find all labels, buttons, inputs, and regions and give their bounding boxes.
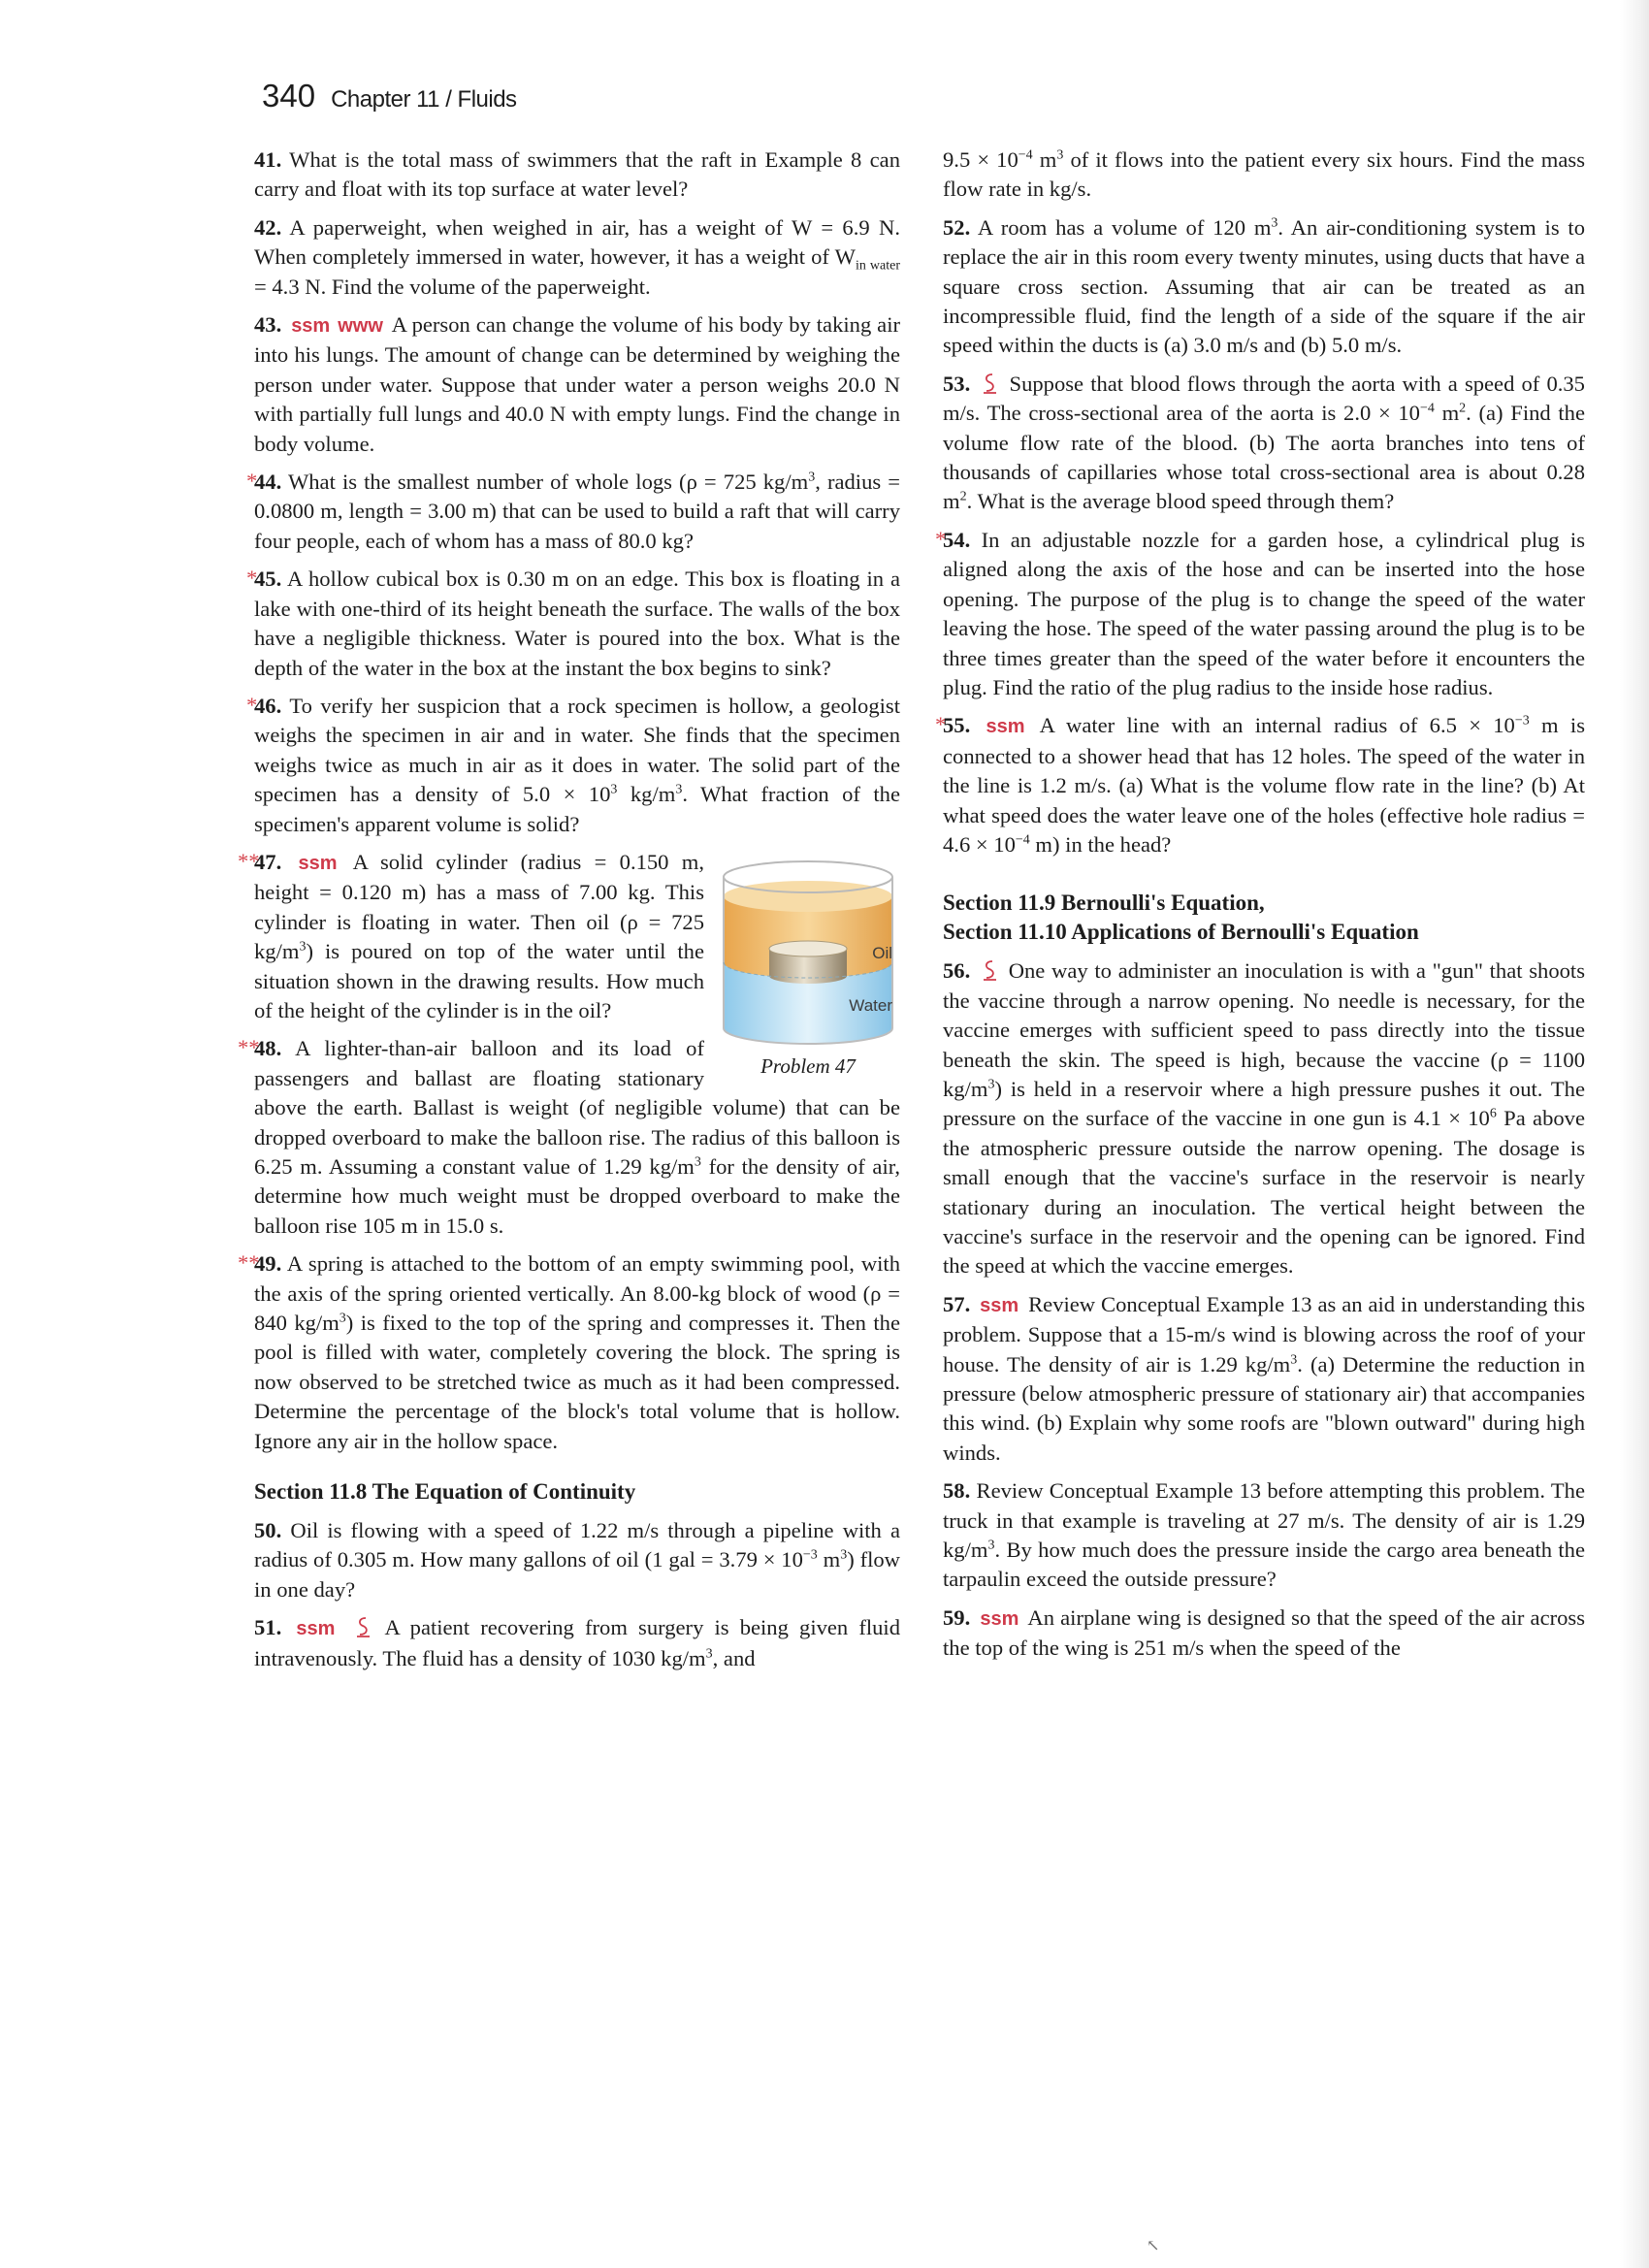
problem-text: What is the total mass of swimmers that the raft in Example 8 can carry and float with its top surface at water level? — [254, 147, 900, 202]
section-heading-11-10: Section 11.10 Applications of Bernoulli's Equation — [943, 920, 1419, 945]
problem-text: of it flows into the patient every six hours. Find the mass flow rate in kg/s. — [943, 147, 1585, 202]
superscript: 3 — [840, 1547, 848, 1563]
problem-number: 49. — [254, 1251, 282, 1277]
difficulty-star: * — [246, 566, 258, 591]
problem-text: To verify her suspicion that a rock specimen is hollow, a geologist weighs the specimen in air and in water. She finds that the specimen weighs twice as much in air as it does in water. The solid part of the specimen has a density of 5.0 × 10 — [254, 693, 901, 807]
problem-58 — [943, 1476, 1585, 1595]
problem-text: In an adjustable nozzle for a garden hose, a cylindrical plug is aligned along the axis of the hose and can be inserted into the hose opening. The purpose of the plug is to change the speed of the water leaving the hose. The speed of the water passing around the plug is to be three times greater than the speed of the water before it encounters the plug. Find the ratio of the plug radius to the inside hose radius. — [943, 527, 1585, 699]
problem-text: A paperweight, when weighed in air, has a weight of W = 6.9 N. When completely immersed in water, however, it has a weight of W — [254, 214, 901, 270]
tutorial-icon — [981, 959, 998, 981]
problem-55 — [935, 711, 1585, 859]
problem-text: One way to administer an inoculation is with a "gun" that shoots the vaccine through a narrow opening. No needle is necessary, for the vaccine emerges with sufficient speed to pass directly into the tissue beneath the skin. The speed is high, because the vaccine (ρ = 1100 kg/m — [943, 958, 1585, 1101]
problem-text: m — [817, 1547, 841, 1572]
section-heading-11-8: Section 11.8 The Equation of Continuity — [254, 1479, 636, 1505]
superscript: 3 — [1056, 147, 1064, 163]
problem-54 — [935, 526, 1585, 702]
problem-52 — [943, 213, 1585, 361]
problem-number: 46. — [254, 693, 282, 718]
ssm-tag: ssm — [980, 1607, 1019, 1630]
problem-number: 41. — [254, 147, 282, 172]
superscript: 3 — [694, 1154, 701, 1170]
problem-42 — [254, 213, 900, 302]
superscript: 3 — [987, 1538, 995, 1553]
problem-text: Review Conceptual Example 13 as an aid in understanding this problem. Suppose that a 15-m/s wind is blowing across the roof of your house. The density of air is 1.29 kg/m — [943, 1291, 1585, 1377]
superscript: 3 — [610, 782, 618, 797]
problem-text: A lighter-than-air balloon and its load of passengers and ballast are floating stationary above the earth. Ballast is weight (of negligible volume) that can be dropped overboard to make the balloon rise. The radius of this balloon is 6.25 m. Assuming a constant value of 1.29 kg/m — [254, 1036, 900, 1179]
superscript: −4 — [1419, 401, 1435, 416]
problem-text: Oil is flowing with a speed of 1.22 m/s through a pipeline with a radius of 0.305 m. How many gallons of oil (1 gal = 3.79 × 10 — [254, 1518, 900, 1572]
problem-text: A patient recovering from surgery is being given fluid intravenously. The fluid has a density of 1030 kg/m — [254, 1615, 901, 1670]
tutorial-icon — [981, 373, 998, 394]
ssm-tag: ssm — [291, 315, 331, 338]
problem-text: ) flow in one day? — [254, 1547, 900, 1602]
problem-text: m — [1434, 401, 1460, 426]
problem-number: 57. — [943, 1291, 971, 1316]
problem-text: A solid cylinder (radius = 0.150 m, height = 0.120 m) has a mass of 7.00 kg. This cylinder is floating in water. Then oil (ρ = 725 kg/m — [254, 849, 704, 964]
problem-text: A spring is attached to the bottom of an empty swimming pool, with the axis of the spring oriented vertically. An 8.00-kg block of wood (ρ = 840 kg/m — [254, 1251, 900, 1336]
superscript: 3 — [1290, 1352, 1298, 1368]
problem-53 — [943, 370, 1585, 517]
problem-text: . What fraction of the specimen's apparent volume is solid? — [254, 782, 901, 836]
problem-text: A room has a volume of 120 m — [977, 214, 1272, 240]
water-label: Water — [849, 995, 892, 1015]
running-head — [262, 78, 517, 114]
page-number: 340 — [262, 78, 316, 113]
superscript: 3 — [808, 470, 816, 485]
ssm-tag: ssm — [986, 716, 1025, 738]
problem-text: m) in the head? — [1029, 831, 1172, 857]
mouse-cursor-icon: ↖ — [1147, 2238, 1160, 2254]
www-tag: www — [338, 315, 383, 338]
difficulty-star: ** — [238, 1250, 260, 1276]
difficulty-star: ** — [238, 1035, 260, 1060]
problem-number: 45. — [254, 567, 282, 592]
problem-number: 54. — [943, 527, 971, 552]
problem-49 — [238, 1249, 901, 1456]
problem-57 — [943, 1290, 1585, 1468]
problem-number: 52. — [943, 214, 971, 240]
problem-number: 42. — [254, 214, 282, 240]
problem-number: 44. — [254, 470, 282, 495]
problem-text: . By how much does the pressure inside the cargo area beneath the tarpaulin exceed the outside pressure? — [943, 1538, 1585, 1592]
problem-number: 47. — [254, 849, 282, 874]
right-column — [935, 146, 1586, 1672]
problem-59 — [943, 1604, 1585, 1664]
problem-43 — [254, 310, 900, 459]
problem-text: , radius = 0.0800 m, length = 3.00 m) that can be used to build a raft that will carry four people, each of whom has a mass of 80.0 kg? — [254, 470, 900, 553]
problem-text: What is the smallest number of whole logs (ρ = 725 kg/m — [287, 470, 809, 495]
section-heading-11-9: Section 11.9 Bernoulli's Equation, — [943, 891, 1265, 916]
problem-number: 55. — [943, 713, 971, 738]
problem-text: kg/m — [617, 782, 676, 807]
problem-text: . What is the average blood speed through them? — [966, 489, 1395, 514]
superscript: 2 — [959, 489, 967, 504]
problem-text: . An air-conditioning system is to replace the air in this room every twenty minutes, using ducts that have a square cross section. Assuming that air can be treated as an incompressible fluid, find the length of a side of the square if the air speed within the ducts is (a) 3.0 m/s and (b) 5.0 m/s. — [943, 214, 1585, 358]
problem-51 — [254, 1613, 900, 1673]
problem-46 — [246, 692, 901, 839]
problem-51-continued — [943, 146, 1585, 205]
problem-number: 48. — [254, 1036, 282, 1061]
problem-text: A water line with an internal radius of 6.5 × 10 — [1039, 713, 1515, 738]
problem-text: for the density of air, determine how much weight must be dropped overboard to make the balloon rise 105 m in 15.0 s. — [254, 1154, 900, 1238]
problem-text: = 4.3 N. Find the volume of the paperweight. — [254, 274, 651, 299]
problem-50 — [254, 1516, 900, 1604]
left-column — [238, 146, 901, 1682]
superscript: −3 — [1514, 713, 1530, 729]
superscript: 3 — [987, 1077, 995, 1092]
superscript: 6 — [1489, 1106, 1497, 1121]
problem-text: . (a) Find the volume flow rate of the blood. (b) The aorta branches into tens of thousands of capillaries whose total cross-sectional area is about 0.28 m — [943, 401, 1585, 514]
problem-text: An airplane wing is designed so that the speed of the air across the top of the wing is 251 m/s when the speed of the — [943, 1604, 1586, 1661]
problem-text: , and — [712, 1645, 756, 1670]
oil-label: Oil — [872, 943, 892, 962]
superscript: 3 — [1271, 215, 1278, 231]
problem-41 — [254, 146, 900, 205]
problem-text: ) is fixed to the top of the spring and compresses it. Then the pool is filled with water, completely covering the block. The spring is now observed to be stretched twice as much as it had been compressed. Determine the percentage of the block's total volume that is hollow. Ignore any air in the hollow space. — [254, 1311, 901, 1453]
problem-56 — [943, 956, 1585, 1280]
ssm-tag: ssm — [296, 1618, 336, 1640]
superscript: 3 — [675, 782, 683, 797]
difficulty-star: * — [935, 526, 947, 551]
problem-number: 56. — [943, 958, 971, 984]
problem-text: ) is held in a reservoir where a high pressure pushes it out. The pressure on the surface of the vaccine in one gun is 4.1 × 10 — [943, 1076, 1585, 1131]
figure-caption: Problem 47 — [760, 1053, 856, 1078]
problem-text: Suppose that blood flows through the aorta with a speed of 0.35 m/s. The cross-sectional area of the aorta is 2.0 × 10 — [943, 371, 1585, 426]
problem-number: 50. — [254, 1518, 282, 1543]
superscript: 3 — [299, 939, 307, 955]
superscript: 3 — [705, 1646, 713, 1662]
difficulty-star: * — [246, 469, 258, 494]
problem-44 — [246, 468, 900, 556]
superscript: −3 — [802, 1547, 818, 1563]
chapter-title: Chapter 11 / Fluids — [331, 86, 517, 113]
superscript: 2 — [1459, 401, 1467, 416]
problem-number: 58. — [943, 1478, 971, 1504]
problem-number: 43. — [254, 312, 282, 338]
tutorial-icon — [354, 1616, 372, 1637]
problem-45 — [246, 565, 900, 683]
problem-text: Review Conceptual Example 13 before attempting this problem. The truck in that example is traveling at 27 m/s. The density of air is 1.29 kg/m — [943, 1478, 1585, 1563]
problem-text: A person can change the volume of his body by taking air into his lungs. The amount of change can be determined by weighing the person under water. Suppose that under water a person weighs 20.0 N with partially full lungs and 40.0 N with empty lungs. Find the change in body volume. — [254, 312, 901, 456]
difficulty-star: ** — [238, 848, 260, 873]
subscript: in water — [856, 258, 900, 274]
ssm-tag: ssm — [980, 1294, 1019, 1316]
difficulty-star: * — [246, 692, 258, 717]
problem-number: 59. — [943, 1604, 971, 1630]
problem-text: ) is poured on top of the water until the situation shown in the drawing results. How much of the height of the cylinder is in the oil? — [254, 939, 704, 1022]
superscript: −4 — [1015, 832, 1030, 848]
superscript: 3 — [339, 1311, 346, 1326]
difficulty-star: * — [935, 712, 947, 737]
problem-text: . (a) Determine the reduction in pressure (below atmospheric pressure of stationary air) that accompanies this wind. (b) Explain why some roofs are "blown outward" during high winds. — [943, 1351, 1585, 1465]
problem-text: Pa above the atmospheric pressure outside the narrow opening. The dosage is small enough that the vaccine's surface in the reservoir is nearly stationary during an inoculation. The vertical height between the vaccine's surface in the reservoir and the opening can be ignored. Find the speed at which the vaccine emerges. — [943, 1106, 1585, 1279]
problem-text: m is connected to a shower head that has 12 holes. The speed of the water in the line is 1.2 m/s. (a) What is the volume flow rate in the line? (b) At what speed does the water leave one of the holes (effective hole radius = 4.6 × 10 — [943, 713, 1585, 857]
problem-text: 9.5 × 10 — [943, 147, 1018, 172]
problem-number: 51. — [254, 1615, 282, 1640]
problem-number: 53. — [943, 371, 971, 396]
ssm-tag: ssm — [298, 852, 338, 874]
problem-47-figure — [716, 856, 900, 1079]
superscript: −4 — [1018, 147, 1033, 163]
problem-text: m — [1032, 147, 1057, 172]
problem-text: A hollow cubical box is 0.30 m on an edge. This box is floating in a lake with one-third of its height beneath the surface. The walls of the box have a negligible thickness. Water is poured into the box. What is the depth of the water in the box at the instant the box begins to sink? — [254, 567, 900, 680]
